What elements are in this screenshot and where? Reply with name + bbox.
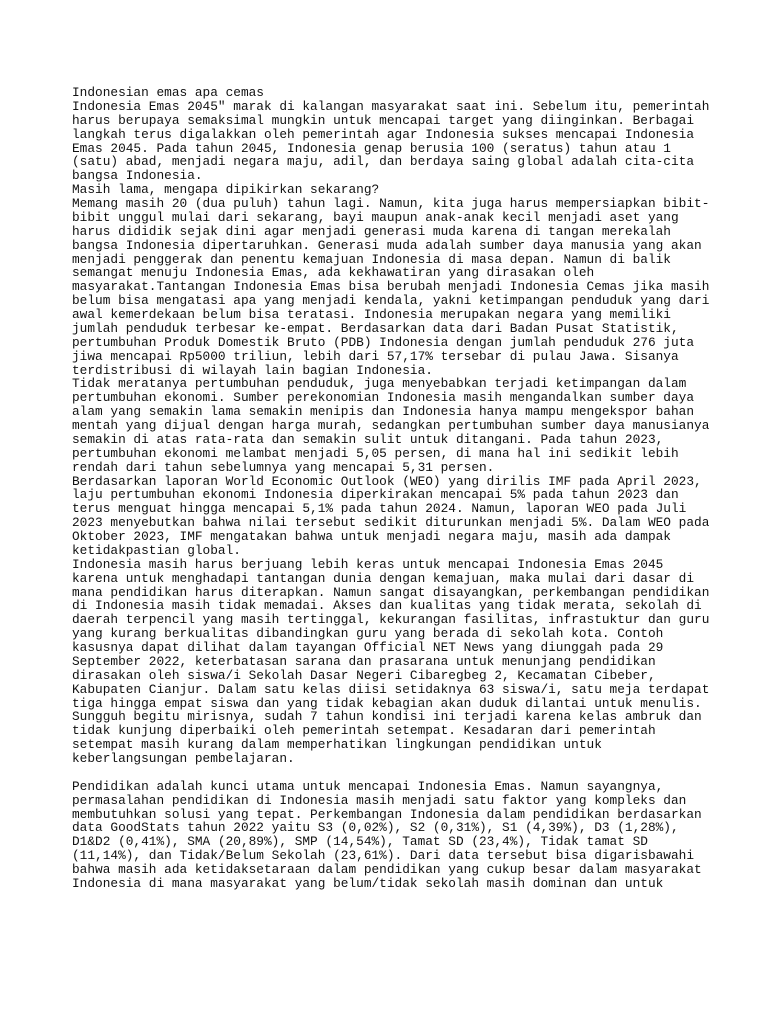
paragraph-intro: Indonesia Emas 2045" marak di kalangan masyarakat saat ini. Sebelum itu, pemerintah harus berupaya semaksimal mungkin untuk mencapai target yang diinginkan. Berbagai langkah terus digalakkan oleh pemerintah agar Indonesia sukses mencapai Indonesia Emas 2045. Pada tahun 2045, Indonesia genap berusia 100 (seratus) tahun atau 1 (satu) abad, menjadi negara maju, adil, dan berdaya saing global adalah cita-cita bangsa Indonesia. [72,98,710,184]
paragraph-education-data: Pendidikan adalah kunci utama untuk mencapai Indonesia Emas. Namun sayangnya, permasalahan pendidikan di Indonesia masih menjadi satu faktor yang kompleks dan membutuhkan solusi yang tepat. Perkembangan Indonesia dalam pendidikan berdasarkan data GoodStats tahun 2022 yaitu S3 (0,02%), S2 (0,31%), S1 (4,39%), D3 (1,28%), D1&D2 (0,41%), SMA (20,89%), SMP (14,54%), Tamat SD (23,4%), Tidak tamat SD (11,14%), dan Tidak/Belum Sekolah (23,61%). Dari data tersebut bisa digarisbawahi bahwa masih ada ketidaksetaraan dalam pendidikan yang cukup besar dalam masyarakat Indonesia di mana masyarakat yang belum/tidak sekolah masih dominan dan untuk [72,778,702,891]
paragraph-question: Masih lama, mengapa dipikirkan sekarang? [72,182,380,198]
document-title: Indonesian emas apa cemas [72,85,264,100]
paragraph-economy: Tidak meratanya pertumbuhan penduduk, juga menyebabkan terjadi ketimpangan dalam pertumbuhan ekonomi. Sumber perekonomian Indonesia masih mengandalkan sumber daya alam yang semakin lama semakin menipis dan Indonesia hanya mampu mengekspor bahan mentah yang dijual dengan harga murah, sedangkan pertumbuhan sumber daya manusianya semakin di atas rata-rata dan semakin sulit untuk ditangani. Pada tahun 2023, pertumbuhan ekonomi melambat menjadi 5,05 persen, di mana hal ini sedikit lebih rendah dari tahun sebelumnya yang mencapai 5,31 persen. [72,376,710,475]
paragraph-generation: Memang masih 20 (dua puluh) tahun lagi. Namun, kita juga harus mempersiapkan bibit- bibit unggul mulai dari sekarang, bayi maupun anak-anak kecil menjadi aset yang harus dididik sejak dini agar menjadi generasi muda karena di tangan merekalah bangsa Indonesia dipertaruhkan. Generasi muda adalah sumber daya manusia yang akan menjadi penggerak dan penentu kemajuan Indonesia di masa depan. Namun di balik semangat menuju Indonesia Emas, ada kekhawatiran yang dirasakan oleh masyarakat.Tantangan Indonesia Emas bisa berubah menjadi Indonesia Cemas jika masih belum bisa mengatasi apa yang menjadi kendala, yakni ketimpangan penduduk yang dari awal kemerdekaan belum bisa teratasi. Indonesia merupakan negara yang memiliki jumlah penduduk terbesar ke-empat. Berdasarkan data dari Badan Pusat Statistik, pertumbuhan Produk Domestik Bruto (PDB) Indonesia dengan jumlah penduduk 276 juta jiwa mencapai Rp5000 triliun, lebih dari 57,17% tersebar di pulau Jawa. Sisanya terdistribusi di wilayah lain bagian Indonesia. [72,196,710,378]
paragraph-weo: Berdasarkan laporan World Economic Outlook (WEO) yang dirilis IMF pada April 2023, laju pertumbuhan ekonomi Indonesia diperkirakan mencapai 5% pada tahun 2023 dan terus menguat hingga mencapai 5,1% pada tahun 2024. Namun, laporan WEO pada Juli 2023 menyebutkan bahwa nilai tersebut sedikit diturunkan menjadi 5%. Dalam WEO pada Oktober 2023, IMF mengatakan bahwa untuk menjadi negara maju, masih ada dampak ketidakpastian global. [72,473,710,558]
paragraph-education-access: Indonesia masih harus berjuang lebih keras untuk mencapai Indonesia Emas 2045 karena untuk menghadapi tantangan dunia dengan kemajuan, maka mulai dari dasar di mana pendidikan harus diterapkan. Namun sangat disayangkan, perkembangan pendidikan di Indonesia masih tidak memadai. Akses dan kualitas yang tidak merata, sekolah di daerah terpencil yang masih tertinggal, kekurangan fasilitas, infrastuktur dan guru yang kurang berkualitas dibandingkan guru yang berada di sekolah kota. Contoh kasusnya dapat dilihat dalam tayangan Official NET News yang diunggah pada 29 September 2022, keterbatasan sarana dan prasarana untuk menunjang pendidikan dirasakan oleh siswa/i Sekolah Dasar Negeri Cibaregbeg 2, Kecamatan Cibeber, Kabupaten Cianjur. Dalam satu kelas diisi setidaknya 63 siswa/i, satu meja terdapat tiga hingga empat siswa dan yang tidak kebagian akan duduk dilantai untuk menulis. Sungguh begitu mirisnya, sudah 7 tahun kondisi ini terjadi karena kelas ambruk dan tidak kunjung diperbaiki oleh pemerintah setempat. Kesadaran dari pemerintah setempat masih kurang dalam memperhatikan lingkungan pendidikan untuk keberlangsungan pembelajaran. [72,556,710,766]
document-page [72,86,712,891]
